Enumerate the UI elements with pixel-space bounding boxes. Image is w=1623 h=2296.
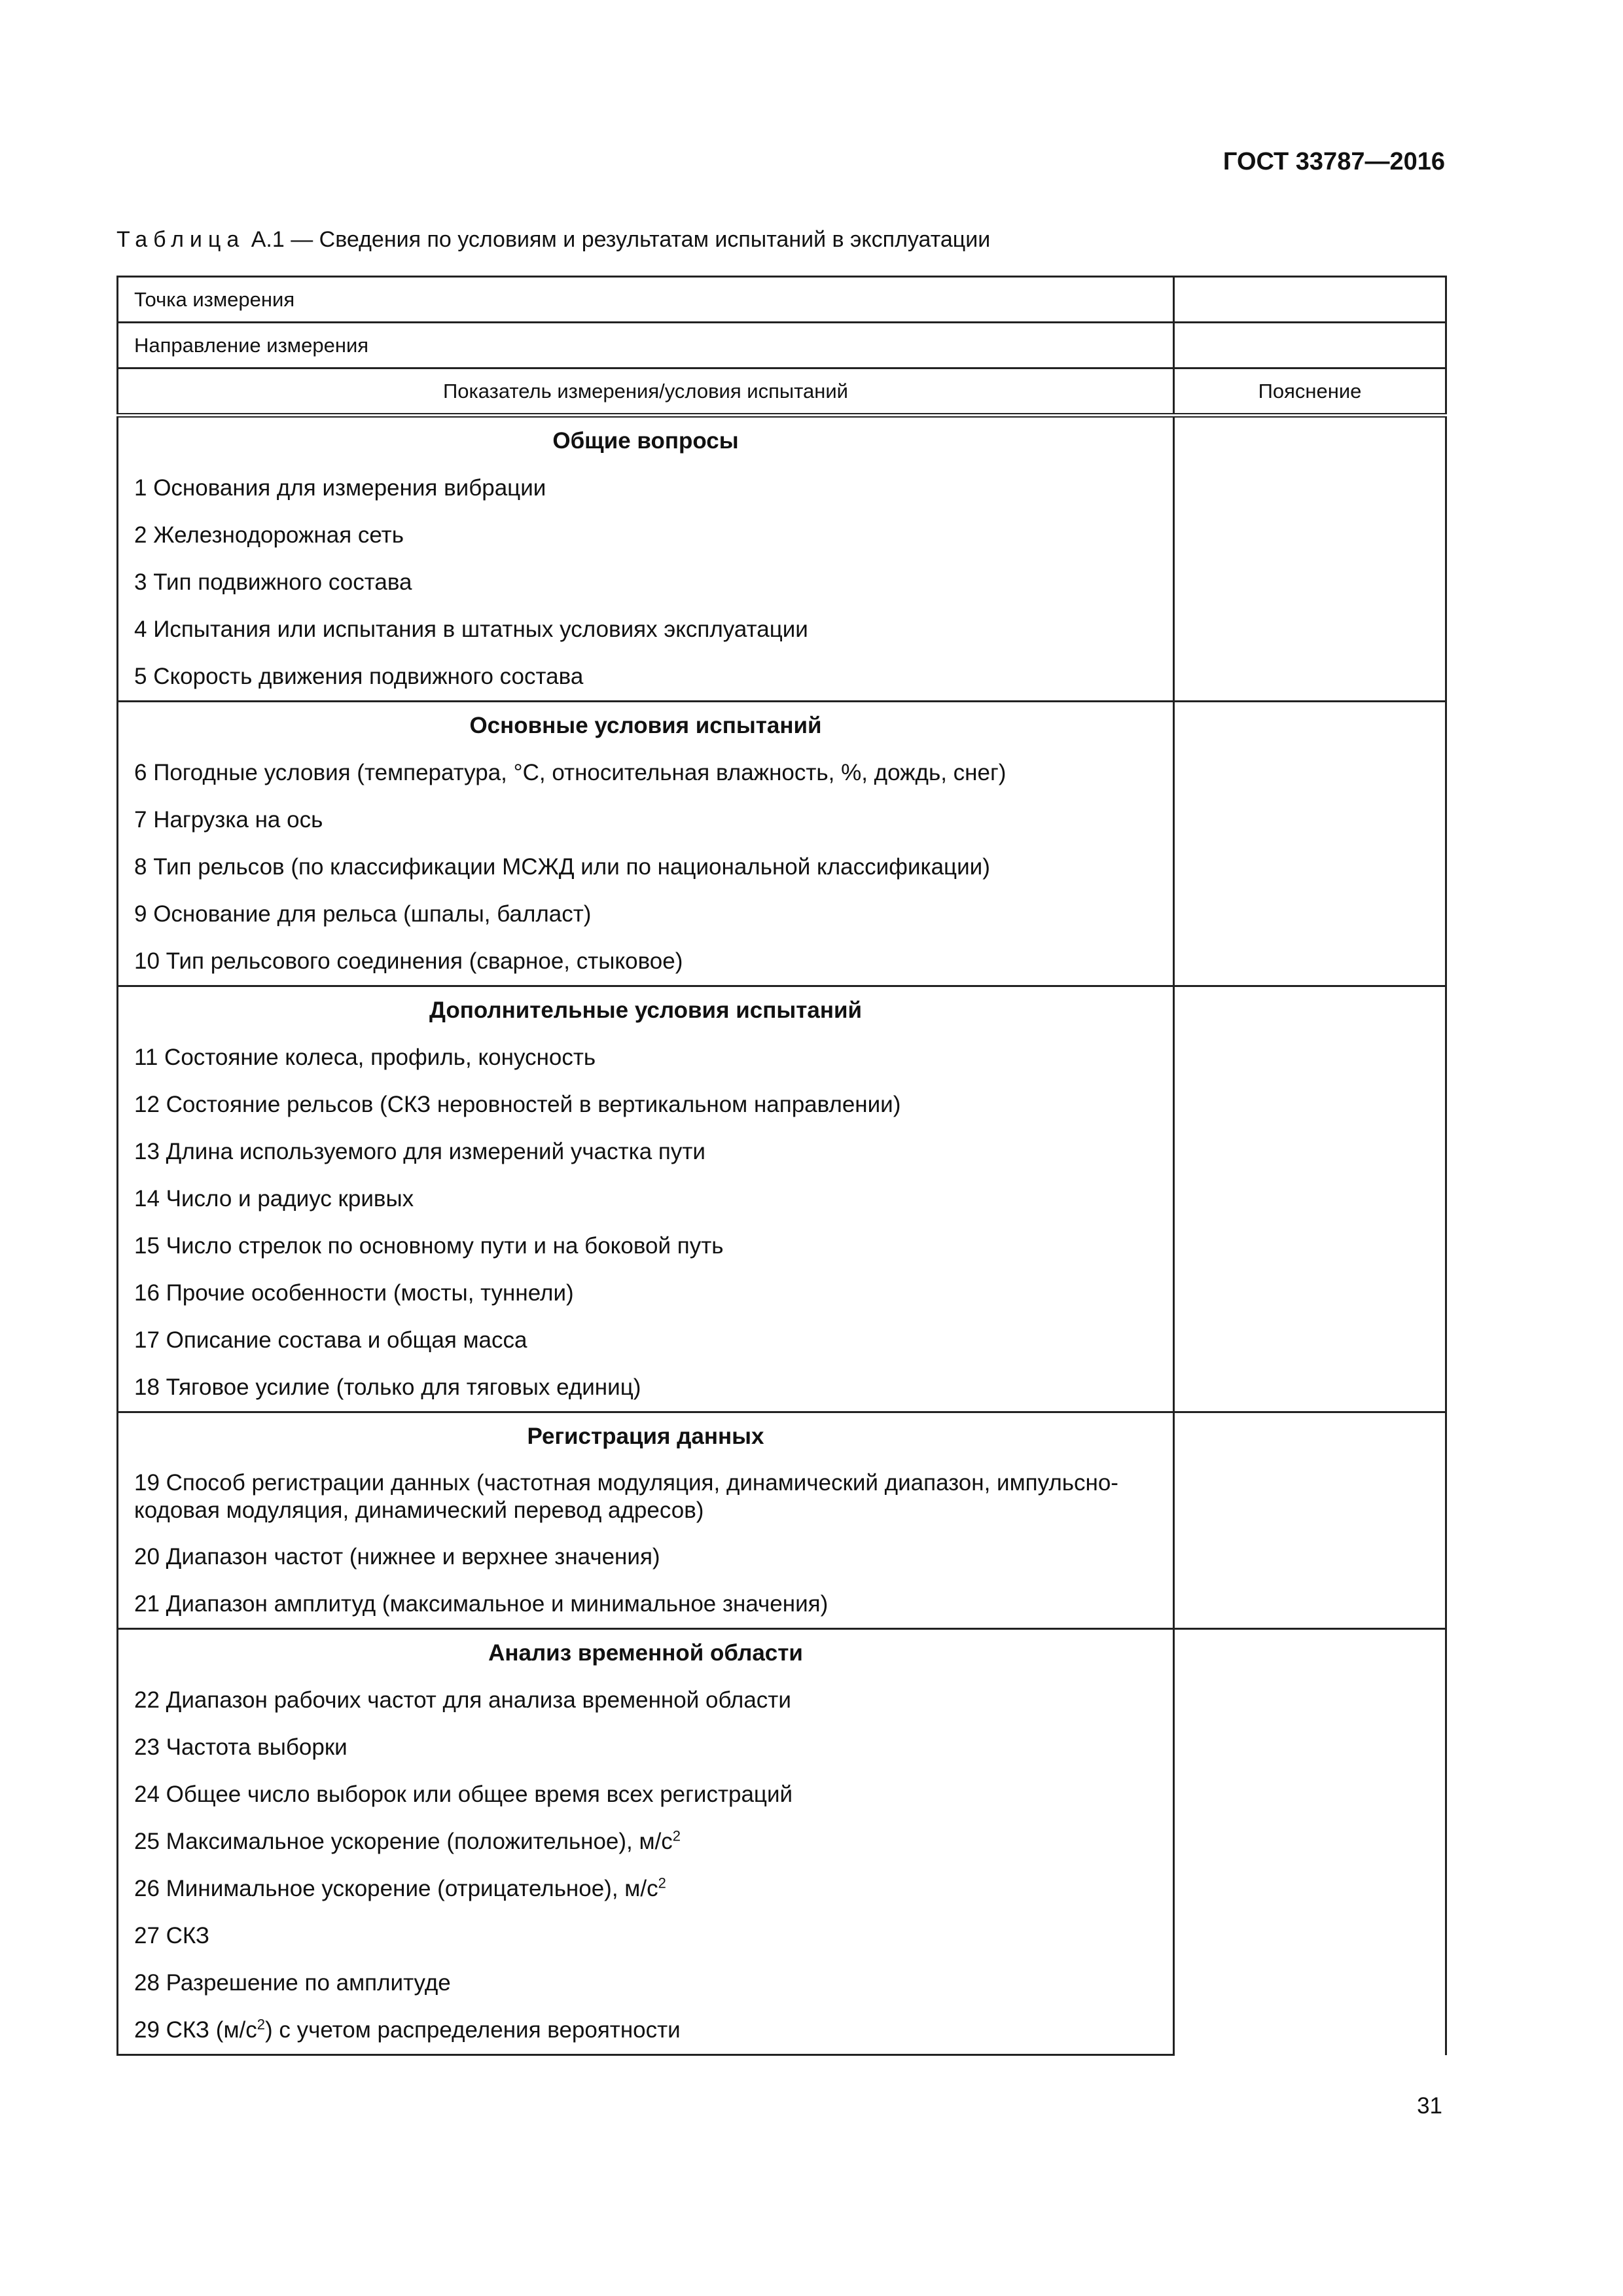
table-row: 16 Прочие особенности (мосты, туннели): [118, 1270, 1174, 1317]
table-row: 17 Описание состава и общая масса: [118, 1317, 1174, 1364]
meta-value-direction: [1174, 323, 1446, 368]
caption-text: А.1 — Сведения по условиям и результатам испытаний в эксплуатации: [245, 227, 991, 252]
note-cell: [1174, 702, 1446, 986]
section-title: Анализ временной области: [118, 1629, 1174, 1677]
table-row: 12 Состояние рельсов (СКЗ неровностей в вертикальном направлении): [118, 1081, 1174, 1128]
table-row: 8 Тип рельсов (по классификации МСЖД или по национальной классификации): [118, 844, 1174, 891]
section-title: Общие вопросы: [118, 416, 1174, 465]
table-row: 21 Диапазон амплитуд (максимальное и минимальное значения): [118, 1581, 1174, 1629]
note-cell: [1174, 416, 1446, 702]
caption-label: Таблица: [116, 227, 245, 252]
table-row: 23 Частота выборки: [118, 1724, 1174, 1771]
unit-exponent: 2: [672, 1827, 681, 1844]
meta-row-direction: [118, 323, 1446, 368]
note-cell: [1174, 986, 1446, 1412]
test-conditions-table: [116, 276, 1447, 2056]
meta-label-direction: Направление измерения: [118, 323, 1174, 368]
column-header-row: [118, 368, 1446, 416]
column-header-indicator: Показатель измерения/условия испытаний: [118, 368, 1174, 416]
unit-exponent: 2: [658, 1874, 666, 1892]
table-row: 26 Минимальное ускорение (отрицательное), $м/с^2$: [118, 1865, 1174, 1912]
table-row: 18 Тяговое усилие (только для тяговых единиц): [118, 1364, 1174, 1412]
table-row: 2 Железнодорожная сеть: [118, 512, 1174, 559]
section-title: Основные условия испытаний: [118, 702, 1174, 750]
table-row: 24 Общее число выборок или общее время всех регистраций: [118, 1771, 1174, 1818]
section-main-conditions: [118, 702, 1446, 986]
table-row: 7 Нагрузка на ось: [118, 797, 1174, 844]
section-data-registration: [118, 1412, 1446, 1629]
table-caption: [116, 227, 990, 253]
section-title: Дополнительные условия испытаний: [118, 986, 1174, 1035]
table-row: 1 Основания для измерения вибрации: [118, 465, 1174, 512]
document-number: ГОСТ 33787—2016: [1222, 148, 1445, 175]
table-row: 25 Максимальное ускорение (положительное), $м/с^2$: [118, 1818, 1174, 1865]
note-cell: [1174, 1629, 1446, 2055]
table-row: 6 Погодные условия (температура, °С, относительная влажность, %, дождь, снег): [118, 749, 1174, 797]
table-row: 22 Диапазон рабочих частот для анализа временной области: [118, 1677, 1174, 1724]
table-row: 15 Число стрелок по основному пути и на боковой путь: [118, 1223, 1174, 1270]
table-row: 3 Тип подвижного состава: [118, 559, 1174, 606]
table-row: 28 Разрешение по амплитуде: [118, 1960, 1174, 2007]
table-row: 20 Диапазон частот (нижнее и верхнее значения): [118, 1534, 1174, 1581]
page-number: 31: [1417, 2093, 1442, 2119]
table-row: 14 Число и радиус кривых: [118, 1175, 1174, 1223]
table-row: 27 СКЗ: [118, 1912, 1174, 1960]
table-row: 11 Состояние колеса, профиль, конусность: [118, 1034, 1174, 1081]
note-cell: [1174, 1412, 1446, 1629]
table-row: 4 Испытания или испытания в штатных условиях эксплуатации: [118, 606, 1174, 653]
unit-exponent: 2: [257, 2016, 265, 2033]
table-row: 9 Основание для рельса (шпалы, балласт): [118, 891, 1174, 938]
meta-value-point: [1174, 277, 1446, 323]
meta-row-point: [118, 277, 1446, 323]
section-time-domain: [118, 1629, 1446, 2055]
section-additional-conditions: [118, 986, 1446, 1412]
section-title: Регистрация данных: [118, 1412, 1174, 1461]
column-header-note: Пояснение: [1174, 368, 1446, 416]
section-general: [118, 416, 1446, 702]
table-row: 19 Способ регистрации данных (частотная модуляция, динамический диапазон, импульсно-кодовая модуляция, динамический перевод адресов): [118, 1460, 1174, 1534]
table-row: 10 Тип рельсового соединения (сварное, стыковое): [118, 938, 1174, 986]
table-row: 13 Длина используемого для измерений участка пути: [118, 1128, 1174, 1175]
meta-label-point: Точка измерения: [118, 277, 1174, 323]
table-row: 29 СКЗ $(м/с^2)$ с учетом распределения вероятности: [118, 2007, 1174, 2055]
table-row: 5 Скорость движения подвижного состава: [118, 653, 1174, 702]
